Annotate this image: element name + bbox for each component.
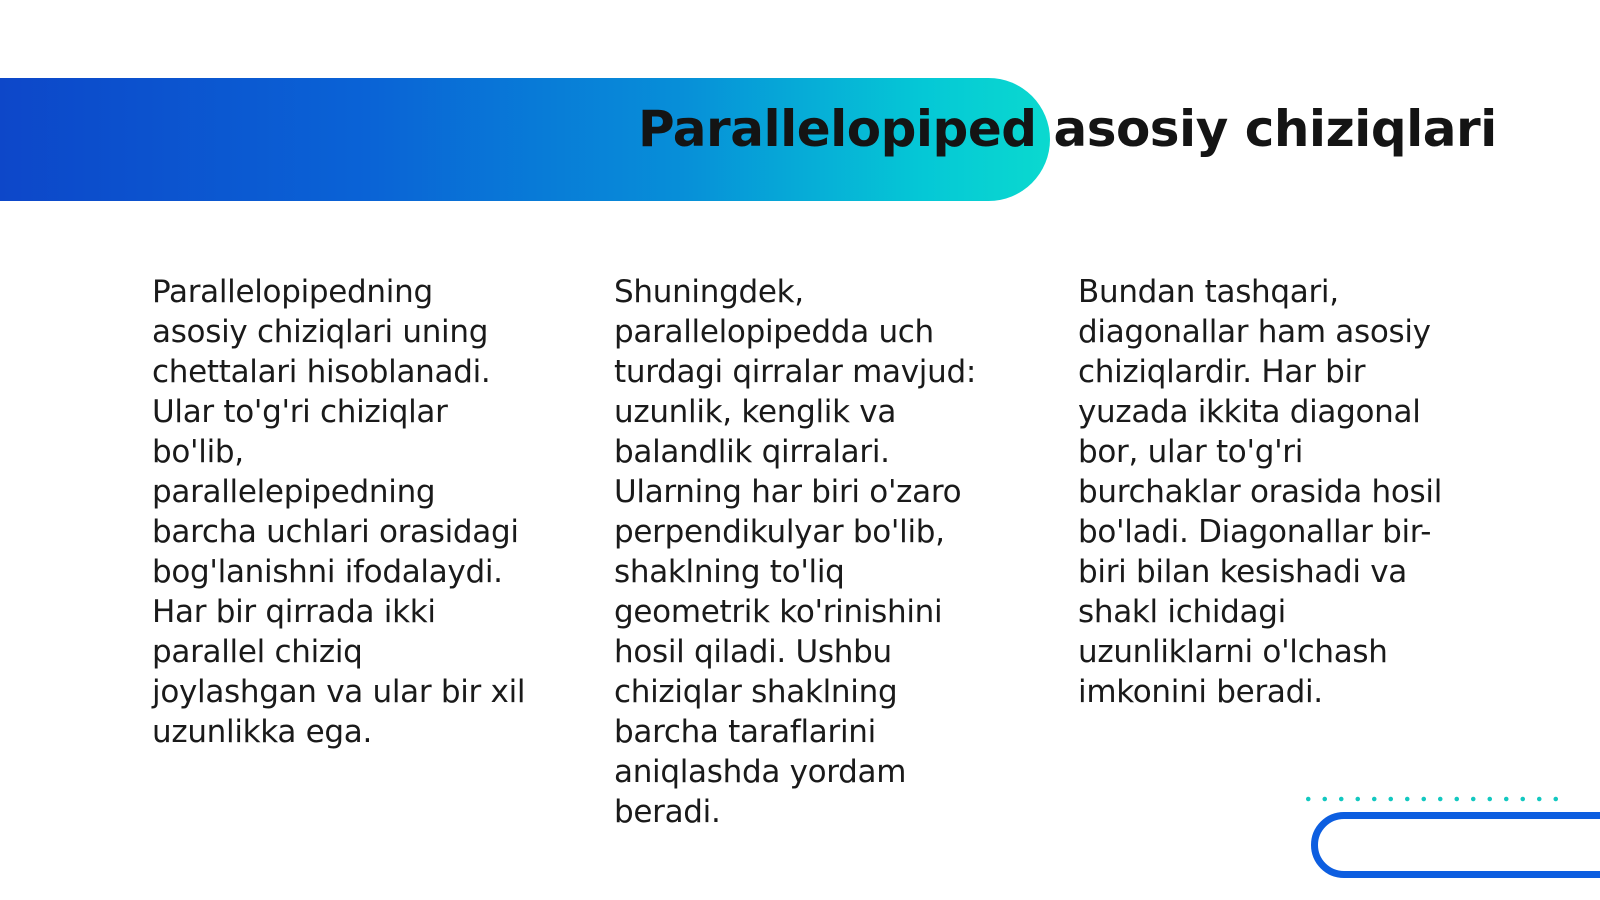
slide-title: Parallelopiped asosiy chiziqlari (638, 100, 1497, 158)
text-column-2: Shuningdek, parallelopipedda uch turdagi qirralar mavjud: uzunlik, kenglik va balandlik qirralari. Ularning har biri o'zaro perpendikulyar bo'lib, shaklning to'liq geometrik ko'rinishini hosil qiladi. Ushbu chiziqlar shaklning barcha taraflarini aniqlashda yordam beradi. (614, 274, 976, 830)
text-column-1: Parallelopipedning asosiy chiziqlari uning chettalari hisoblanadi. Ular to'g'ri chiziqlar bo'lib, parallelepipedning barcha uchlari orasidagi bog'lanishni ifodalaydi. Har bir qirrada ikki parallel chiziq joylashgan va ular bir xil uzunlikka ega. (152, 274, 526, 750)
text-column-3: Bundan tashqari, diagonallar ham asosiy chiziqlardir. Har bir yuzada ikkita diagonal bor, ular to'g'ri burchaklar orasida hosil bo'ladi. Diagonallar bir-biri bilan kesishadi va shakl ichidagi uzunliklarni o'lchash imkonini beradi. (1078, 274, 1443, 710)
decorative-pill-outline (1311, 812, 1600, 878)
decorative-dot-row (1300, 796, 1562, 802)
